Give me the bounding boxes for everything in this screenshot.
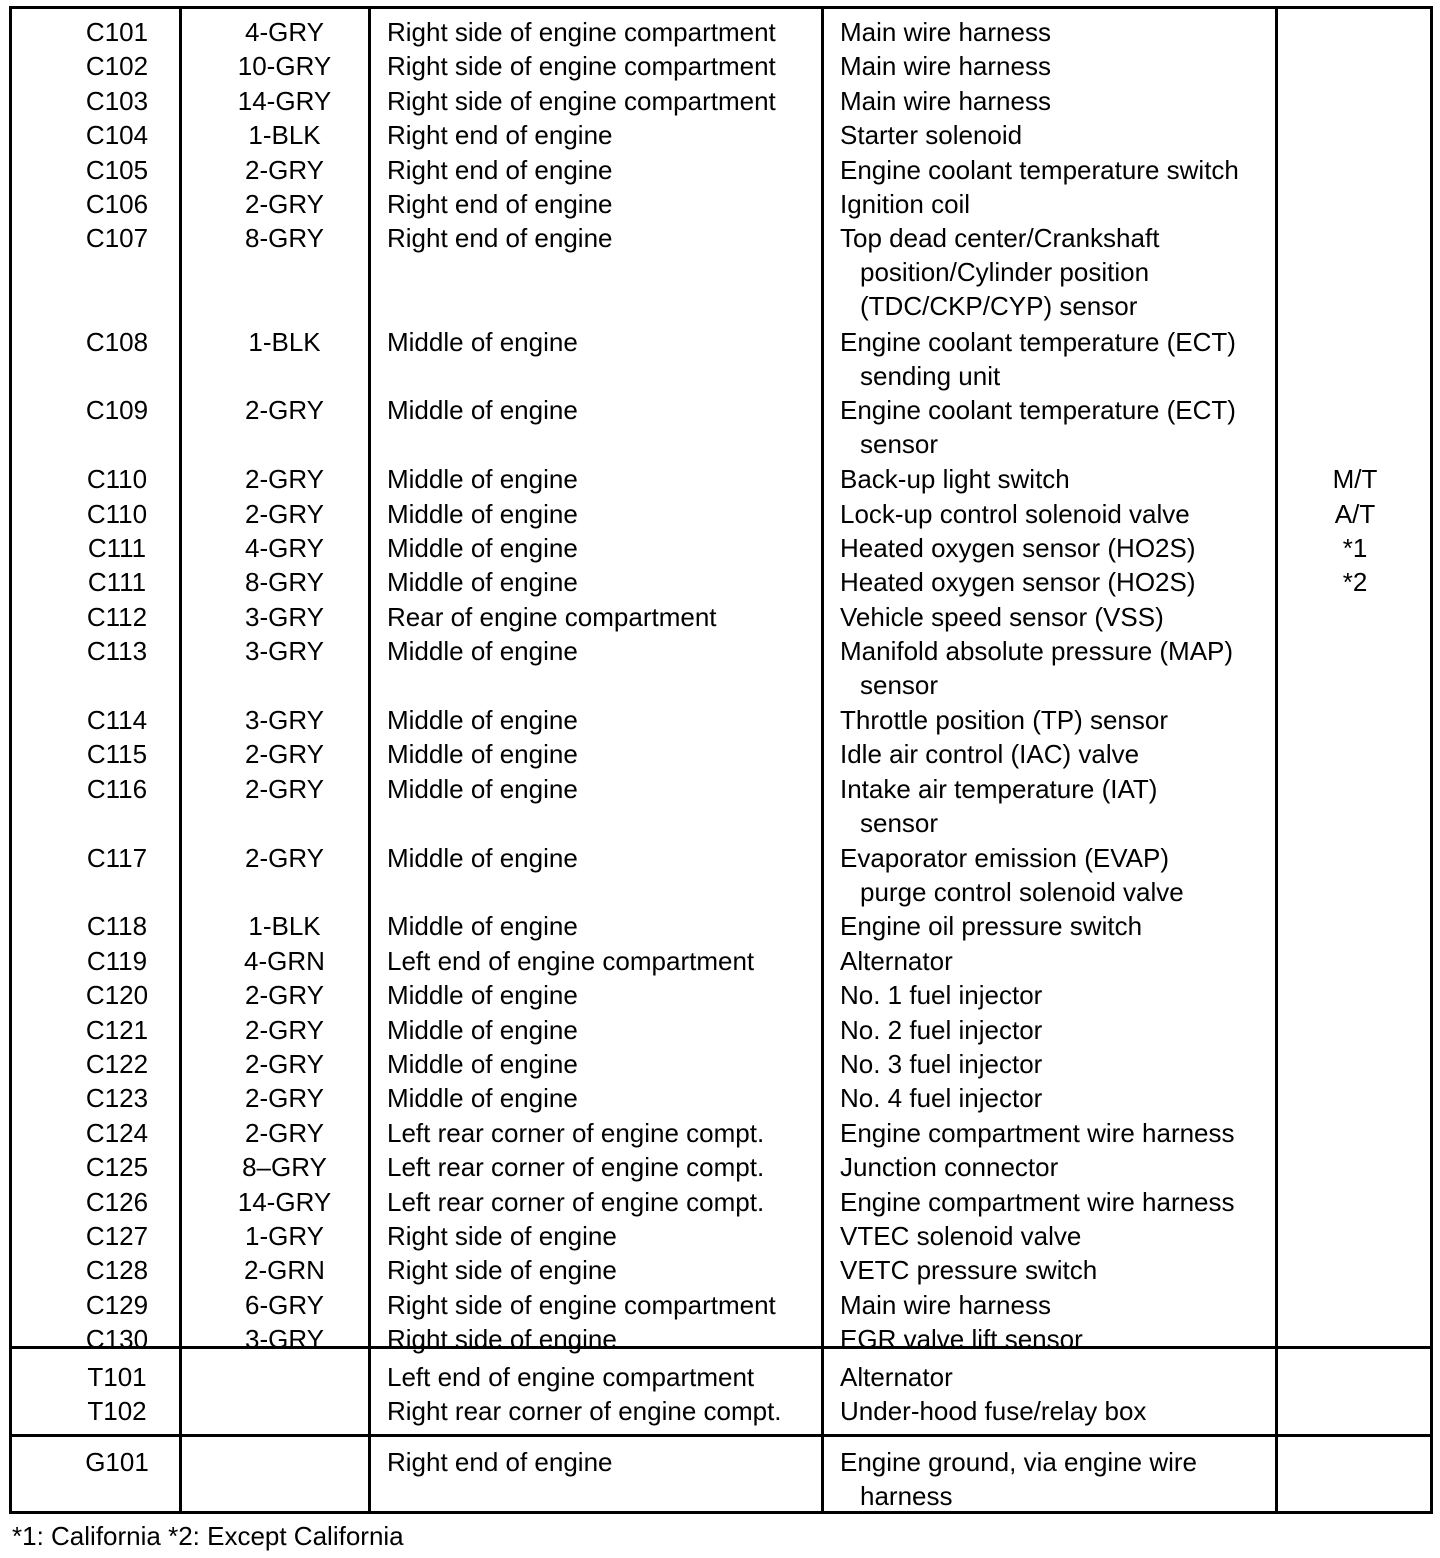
component [840, 565, 1196, 599]
component [840, 909, 1142, 943]
component [840, 1322, 1083, 1356]
location: Middle of engine [387, 911, 578, 942]
connector-id: C119 [86, 945, 148, 976]
component [840, 84, 1051, 118]
connector-id: G101 [85, 1447, 149, 1477]
wire-spec: 1-GRY [245, 1221, 324, 1251]
connector-table [9, 6, 1433, 1514]
connector-id: C110 [86, 464, 148, 495]
component-continuation: sensor [860, 670, 939, 701]
component [840, 1219, 1081, 1253]
component-line: Engine compartment wire harness [840, 1186, 1235, 1217]
component-line: Main wire harness [840, 17, 1051, 47]
wire-spec: 2-GRY [245, 773, 324, 804]
component [840, 1445, 1197, 1513]
component-line: Throttle position (TP) sensor [840, 705, 1169, 735]
wire-spec: 14-GRY [237, 85, 332, 116]
wire-spec: 2-GRY [245, 1083, 324, 1114]
component-line: Under-hood fuse/relay box [840, 1396, 1147, 1427]
wire-spec: 4-GRY [245, 533, 324, 563]
component [840, 772, 1157, 840]
wire-spec: 2-GRN [244, 1255, 325, 1286]
component-line: Vehicle speed sensor (VSS) [840, 601, 1164, 632]
component-line: Engine coolant temperature (ECT) [840, 395, 1236, 426]
location: Left rear corner of engine compt. [387, 1186, 765, 1217]
component [840, 944, 953, 978]
component-line: Manifold absolute pressure (MAP) [840, 636, 1234, 667]
location: Middle of engine [387, 395, 578, 426]
component-continuation: (TDC/CKP/CYP) sensor [860, 291, 1138, 322]
wire-spec: 4-GRN [244, 945, 325, 976]
wire-spec: 2-GRY [245, 395, 324, 426]
connector-id: C101 [85, 17, 149, 47]
location: Middle of engine [387, 498, 578, 529]
component [840, 841, 1184, 909]
footnote: *1: California *2: Except California [12, 1521, 404, 1551]
component-line: Intake air temperature (IAT) [840, 773, 1158, 804]
component-continuation: harness [860, 1481, 953, 1511]
wire-spec: 1-BLK [248, 326, 321, 357]
component-line: No. 2 fuel injector [840, 1014, 1043, 1045]
wire-spec: 2-GRY [245, 980, 324, 1011]
section-divider [12, 1434, 1430, 1437]
location: Middle of engine [387, 1014, 578, 1045]
connector-id: C107 [85, 223, 149, 254]
component-line: Engine coolant temperature switch [840, 154, 1239, 185]
component [840, 1150, 1058, 1184]
component-line: EGR valve lift sensor [840, 1324, 1083, 1355]
connector-id: C110 [86, 498, 148, 529]
component [840, 1116, 1235, 1150]
wire-spec: 2-GRY [245, 1049, 324, 1079]
location: Right side of engine [387, 1255, 617, 1286]
location: Middle of engine [387, 636, 578, 667]
location: Middle of engine [387, 773, 578, 804]
location: Left end of engine compartment [387, 1362, 755, 1392]
component-line: Engine oil pressure switch [840, 911, 1143, 942]
component-line: VETC pressure switch [840, 1255, 1098, 1286]
component-line: Junction connector [840, 1152, 1059, 1183]
location: Middle of engine [387, 326, 578, 357]
component-continuation: position/Cylinder position [860, 257, 1150, 288]
location: Middle of engine [387, 464, 578, 495]
component [840, 118, 1022, 152]
wire-spec: 2-GRY [245, 498, 324, 529]
connector-id: C120 [85, 980, 149, 1011]
component [840, 325, 1236, 393]
component-line: Alternator [840, 1362, 953, 1392]
wire-spec: 8-GRY [245, 567, 324, 598]
location: Right side of engine compartment [387, 51, 776, 82]
component [840, 737, 1139, 771]
component-line: Ignition coil [840, 189, 971, 219]
location: Middle of engine [387, 980, 578, 1011]
component [840, 187, 970, 221]
location: Right end of engine [387, 223, 613, 254]
connector-id: C111 [87, 567, 147, 598]
component [840, 1013, 1042, 1047]
connector-id: C125 [85, 1152, 149, 1183]
wire-spec: 10-GRY [237, 51, 332, 82]
component [840, 634, 1233, 702]
location: Right rear corner of engine compt. [387, 1396, 782, 1427]
note: M/T [1332, 464, 1378, 495]
connector-id: C104 [85, 120, 149, 151]
component-line: Engine ground, via engine wire [840, 1447, 1198, 1477]
component [840, 497, 1190, 531]
connector-id: T101 [87, 1362, 147, 1392]
component-line: Engine coolant temperature (ECT) [840, 326, 1236, 357]
wire-spec: 3-GRY [245, 1324, 324, 1355]
location: Middle of engine [387, 739, 578, 770]
component [840, 703, 1168, 737]
location: Right end of engine [387, 154, 613, 185]
component [840, 1394, 1146, 1428]
location: Right end of engine [387, 189, 613, 219]
component-line: Back-up light switch [840, 464, 1070, 495]
column-divider [1275, 9, 1278, 1511]
connector-id: C117 [86, 842, 148, 873]
location: Left rear corner of engine compt. [387, 1117, 765, 1148]
connector-id: C113 [86, 636, 148, 667]
component [840, 1253, 1097, 1287]
connector-id: C109 [85, 395, 149, 426]
component [840, 978, 1042, 1012]
component-line: Main wire harness [840, 1289, 1051, 1320]
component [840, 153, 1239, 187]
connector-id: C111 [87, 533, 147, 563]
wire-spec: 4-GRY [245, 17, 324, 47]
location: Right end of engine [387, 1447, 613, 1477]
column-divider [821, 9, 824, 1511]
component-line: Heated oxygen sensor (HO2S) [840, 567, 1196, 598]
connector-id: C105 [85, 154, 149, 185]
location: Left end of engine compartment [387, 945, 755, 976]
connector-id: C126 [85, 1186, 149, 1217]
location: Middle of engine [387, 705, 578, 735]
note: *2 [1342, 567, 1368, 598]
connector-id: C116 [86, 773, 148, 804]
component [840, 1081, 1042, 1115]
component-line: Main wire harness [840, 85, 1051, 116]
component [840, 1288, 1051, 1322]
wire-spec: 14-GRY [237, 1186, 332, 1217]
location: Right side of engine compartment [387, 17, 776, 47]
connector-id: C102 [85, 51, 149, 82]
note: A/T [1334, 498, 1376, 529]
component [840, 1360, 953, 1394]
component [840, 462, 1070, 496]
connector-id: C124 [85, 1117, 149, 1148]
connector-id: C112 [86, 601, 148, 632]
component-line: Main wire harness [840, 51, 1051, 82]
connector-id: C118 [86, 911, 148, 942]
location: Middle of engine [387, 1083, 578, 1114]
column-divider [368, 9, 371, 1511]
wire-spec: 1-BLK [248, 120, 321, 151]
component [840, 221, 1159, 323]
location: Middle of engine [387, 1049, 578, 1079]
component [840, 1185, 1235, 1219]
component [840, 15, 1051, 49]
wire-spec: 3-GRY [245, 601, 324, 632]
location: Right side of engine [387, 1324, 617, 1355]
component-line: Heated oxygen sensor (HO2S) [840, 533, 1196, 563]
component [840, 600, 1164, 634]
connector-id: C127 [85, 1221, 149, 1251]
component-continuation: sending unit [860, 360, 1001, 391]
note: *1 [1342, 533, 1368, 563]
component-line: VTEC solenoid valve [840, 1221, 1082, 1251]
location: Middle of engine [387, 533, 578, 563]
component-continuation: sensor [860, 429, 939, 460]
component-line: Engine compartment wire harness [840, 1117, 1235, 1148]
connector-id: C130 [85, 1324, 149, 1355]
component-line: Idle air control (IAC) valve [840, 739, 1140, 770]
component [840, 1047, 1042, 1081]
connector-id: C106 [85, 189, 149, 219]
connector-id: T102 [87, 1396, 147, 1427]
connector-id: C128 [85, 1255, 149, 1286]
location: Right side of engine compartment [387, 1289, 776, 1320]
component-line: No. 3 fuel injector [840, 1049, 1043, 1079]
location: Middle of engine [387, 567, 578, 598]
location: Rear of engine compartment [387, 601, 717, 632]
component-continuation: purge control solenoid valve [860, 876, 1184, 907]
location: Right end of engine [387, 120, 613, 151]
location: Right side of engine compartment [387, 85, 776, 116]
connector-id: C114 [86, 705, 148, 735]
location: Middle of engine [387, 842, 578, 873]
connector-id: C103 [85, 85, 149, 116]
component-line: Starter solenoid [840, 120, 1023, 151]
component [840, 49, 1051, 83]
wire-spec: 3-GRY [245, 636, 324, 667]
connector-id: C115 [86, 739, 148, 770]
wire-spec: 8-GRY [245, 223, 324, 254]
connector-id: C121 [85, 1014, 149, 1045]
component-line: Top dead center/Crankshaft [840, 223, 1160, 254]
wire-spec: 2-GRY [245, 1014, 324, 1045]
connector-id: C108 [85, 326, 149, 357]
component-continuation: sensor [860, 807, 939, 838]
component [840, 531, 1196, 565]
component-line: No. 1 fuel injector [840, 980, 1043, 1011]
wire-spec: 2-GRY [245, 842, 324, 873]
wire-spec: 2-GRY [245, 189, 324, 219]
component-line: Alternator [840, 945, 953, 976]
component [840, 393, 1236, 461]
wire-spec: 6-GRY [245, 1289, 324, 1320]
wire-spec: 2-GRY [245, 1117, 324, 1148]
component-line: Lock-up control solenoid valve [840, 498, 1190, 529]
location: Right side of engine [387, 1221, 617, 1251]
wire-spec: 2-GRY [245, 464, 324, 495]
connector-id: C123 [85, 1083, 149, 1114]
connector-id: C129 [85, 1289, 149, 1320]
wire-spec: 3-GRY [245, 705, 324, 735]
wire-spec: 1-BLK [248, 911, 321, 942]
component-line: No. 4 fuel injector [840, 1083, 1043, 1114]
wire-spec: 2-GRY [245, 739, 324, 770]
location: Left rear corner of engine compt. [387, 1152, 765, 1183]
component-line: Evaporator emission (EVAP) [840, 842, 1169, 873]
connector-id: C122 [85, 1049, 149, 1079]
wire-spec: 8–GRY [242, 1152, 327, 1183]
wire-spec: 2-GRY [245, 154, 324, 185]
